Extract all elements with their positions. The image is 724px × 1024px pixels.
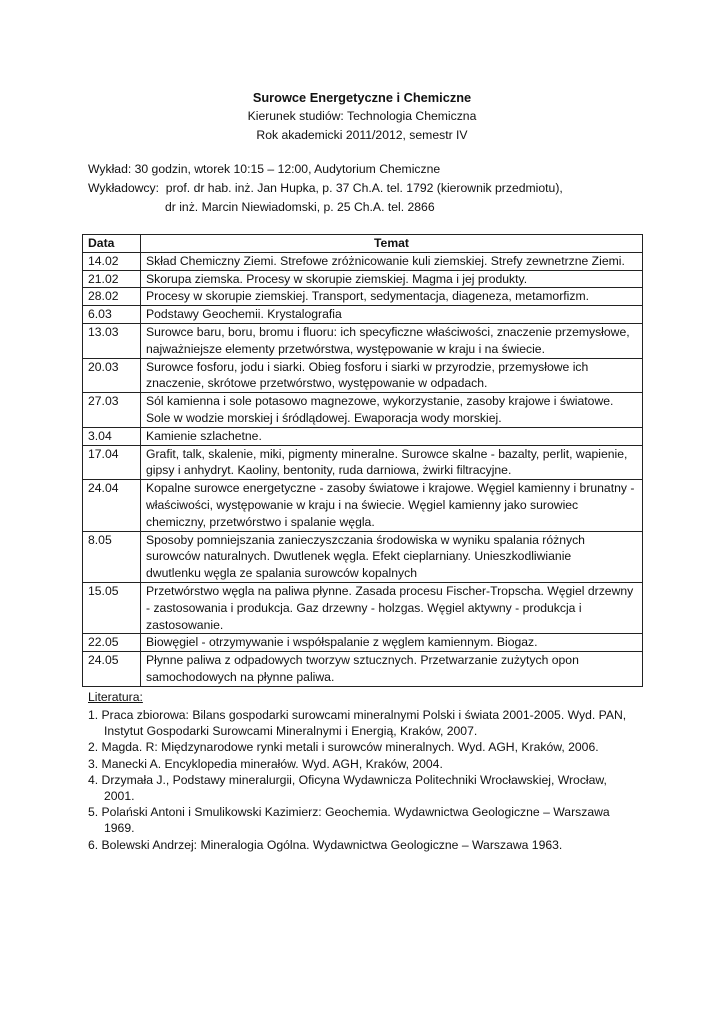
literature-list: [88, 707, 648, 853]
row-topic: [141, 652, 643, 687]
literature-line: 4. Drzymała J., Podstawy mineralurgii, Oficyna Wydawnicza Politechniki Wrocławskiej, Wrocław,: [88, 772, 607, 787]
topic-line: Sposoby pomniejszania zanieczyszczania środowiska w wyniku spalania różnych: [146, 532, 585, 547]
table-row: [83, 634, 643, 652]
topic-line: najważniejsze elementy przetwórstwa, występowanie w kraju i na świecie.: [146, 341, 545, 356]
literature-item: [88, 804, 648, 836]
table-row: [83, 288, 643, 306]
topic-line: - zastosowania i produkcja. Gaz drzewny - holzgas. Węgiel aktywny - produkcja i: [146, 600, 582, 615]
topic-line: Procesy w skorupie ziemskiej. Transport, sedymentacja, diageneza, metamorfizm.: [146, 289, 589, 304]
table-header-row: [83, 235, 643, 253]
row-date: 24.04: [83, 480, 141, 531]
row-date: 3.04: [83, 427, 141, 445]
table-row: [83, 358, 643, 393]
row-topic: [141, 480, 643, 531]
topic-line: dwutlenku węgla ze spalania surowców kopalnych: [146, 566, 417, 581]
row-date: 17.04: [83, 445, 141, 480]
row-topic: [141, 306, 643, 324]
table-row: [83, 393, 643, 428]
literature-line: 6. Bolewski Andrzej: Mineralogia Ogólna. Wydawnictwa Geologiczne – Warszawa 1963.: [88, 837, 563, 852]
literature-item: [88, 756, 648, 772]
table-row: [83, 445, 643, 480]
row-date: 27.03: [83, 393, 141, 428]
topic-line: Kopalne surowce energetyczne - zasoby światowe i krajowe. Węgiel kamienny i brunatny -: [146, 481, 635, 496]
row-topic: [141, 634, 643, 652]
literature-line: 2. Magda. R: Międzynarodowe rynki metali i surowców mineralnych. Wyd. AGH, Kraków, 2006.: [88, 740, 599, 755]
course-info: [88, 160, 648, 217]
topic-line: Sole w wodzie morskiej i śródlądowej. Ewaporacja wody morskiej.: [146, 410, 502, 425]
row-date: 8.05: [83, 531, 141, 582]
literature-item: [88, 739, 648, 755]
row-topic: [141, 393, 643, 428]
lecturer-1: prof. dr hab. inż. Jan Hupka, p. 37 Ch.A. tel. 1792 (kierownik przedmiotu),: [165, 181, 563, 195]
row-topic: [141, 531, 643, 582]
row-topic: [141, 288, 643, 306]
lecture-info: Wykład: 30 godzin, wtorek 10:15 – 12:00, Audytorium Chemiczne: [88, 162, 441, 176]
header-topic: Temat: [141, 235, 643, 253]
table-row: [83, 323, 643, 358]
document-title: Surowce Energetyczne i Chemiczne: [252, 90, 472, 105]
topic-line: Biowęgiel - otrzymywanie i współspalanie z węglem kamiennym. Biogaz.: [146, 635, 538, 650]
topic-line: Grafit, talk, skalenie, miki, pigmenty mineralne. Surowce skalne - bazalty, perlit, wapienie,: [146, 446, 628, 461]
topic-line: Kamienie szlachetne.: [146, 428, 262, 443]
literature-item: [88, 707, 648, 739]
row-topic: [141, 252, 643, 270]
table-row: [83, 480, 643, 531]
topic-line: Skorupa ziemska. Procesy w skorupie ziemskiej. Magma i jej produkty.: [146, 271, 528, 286]
literature-line: 1969.: [104, 821, 135, 836]
table-row: [83, 427, 643, 445]
literature-line: Instytut Gospodarki Surowcami Mineralnymi i Energią, Kraków, 2007.: [104, 724, 478, 739]
row-topic: [141, 358, 643, 393]
row-topic: [141, 427, 643, 445]
academic-year: Rok akademicki 2011/2012, semestr IV: [256, 128, 468, 142]
topic-line: właściwości, występowanie w kraju i na świecie. Węgiel kamienny jako surowiec: [146, 497, 579, 512]
row-date: 13.03: [83, 323, 141, 358]
literature-line: 5. Polański Antoni i Smulikowski Kazimierz: Geochemia. Wydawnictwa Geologiczne – Warszawa: [88, 805, 610, 820]
topic-line: Sól kamienna i sole potasowo magnezowe, wykorzystanie, zasoby krajowe i światowe.: [146, 394, 614, 409]
row-date: 15.05: [83, 582, 141, 633]
literature-item: [88, 772, 648, 804]
topic-line: gipsy i anhydryt. Kaoliny, bentonity, ruda darniowa, żwirki filtracyjne.: [146, 463, 512, 478]
row-topic: [141, 582, 643, 633]
literature-item: [88, 837, 648, 853]
row-date: 14.02: [83, 252, 141, 270]
literature-line: 1. Praca zbiorowa: Bilans gospodarki surowcami mineralnymi Polski i świata 2001-2005. Wyd. PAN,: [88, 708, 627, 722]
table-row: [83, 306, 643, 324]
table-row: [83, 252, 643, 270]
row-date: 6.03: [83, 306, 141, 324]
row-date: 21.02: [83, 270, 141, 288]
schedule-table: [82, 234, 643, 687]
topic-line: Płynne paliwa z odpadowych tworzyw sztucznych. Przetwarzanie zużytych opon: [146, 653, 579, 668]
literature-section: [88, 688, 648, 853]
row-date: 28.02: [83, 288, 141, 306]
row-date: 20.03: [83, 358, 141, 393]
topic-line: zastosowanie.: [146, 617, 224, 632]
table-row: [83, 531, 643, 582]
field-of-study: Kierunek studiów: Technologia Chemiczna: [247, 109, 477, 123]
table-row: [83, 582, 643, 633]
row-topic: [141, 270, 643, 288]
lecturer-2: dr inż. Marcin Niewiadomski, p. 25 Ch.A. tel. 2866: [165, 200, 435, 214]
topic-line: znaczenie, skrótowe przetwórstwo, występowanie w odpadach.: [146, 376, 488, 391]
table-row: [83, 270, 643, 288]
row-topic: [141, 323, 643, 358]
schedule-body: [83, 252, 643, 686]
lecturers-line: [88, 179, 648, 198]
literature-line: 3. Manecki A. Encyklopedia minerałów. Wyd. AGH, Kraków, 2004.: [88, 756, 443, 771]
row-topic: [141, 445, 643, 480]
table-row: [83, 652, 643, 687]
topic-line: Podstawy Geochemii. Krystalografia: [146, 307, 342, 322]
topic-line: Surowce baru, boru, bromu i fluoru: ich specyficzne właściwości, znaczenie przemysłowe,: [146, 324, 630, 339]
topic-line: Skład Chemiczny Ziemi. Strefowe zróżnicowanie kuli ziemskiej. Strefy zewnetrzne Ziemi.: [146, 253, 625, 268]
header-date: Data: [83, 235, 141, 253]
row-date: 22.05: [83, 634, 141, 652]
topic-line: Surowce fosforu, jodu i siarki. Obieg fosforu i siarki w przyrodzie, przemysłowe ich: [146, 359, 589, 374]
literature-line: 2001.: [104, 789, 135, 804]
row-date: 24.05: [83, 652, 141, 687]
document-header: [0, 88, 724, 145]
lecturers-label: Wykładowcy:: [88, 181, 160, 195]
topic-line: samochodowych na płynne paliwa.: [146, 669, 335, 684]
topic-line: chemiczny, przetwórstwo i spalanie węgla.: [146, 514, 375, 529]
topic-line: surowców naturalnych. Dwutlenek węgla. Efekt cieplarniany. Unieszkodliwianie: [146, 549, 572, 564]
literature-heading: Literatura:: [88, 690, 143, 704]
topic-line: Przetwórstwo węgla na paliwa płynne. Zasada procesu Fischer-Tropscha. Węgiel drzewny: [146, 583, 634, 598]
